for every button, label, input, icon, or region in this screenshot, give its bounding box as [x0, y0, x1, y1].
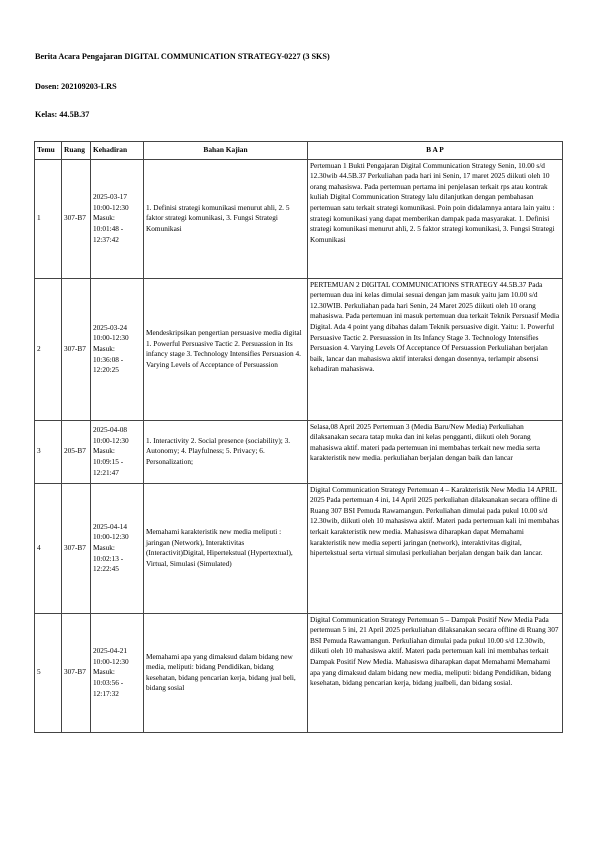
- table-row: [35, 159, 563, 278]
- ruang-cell: 307-B7: [62, 613, 91, 732]
- bap-table: [34, 141, 563, 733]
- keluar-time: 12:22:45: [93, 564, 119, 574]
- masuk-time: 10:01:48 -: [93, 224, 124, 234]
- jam: 10:00-12:30: [93, 532, 129, 542]
- bahan-kajian-cell: 1. Definisi strategi komunikasi menurut ahli, 2. 5 faktor strategi komunikasi, 3. Fungsi Strategi Komunikasi: [144, 159, 308, 278]
- col-header-bap: B A P: [308, 142, 563, 160]
- jam: 10:00-12:30: [93, 333, 129, 343]
- temu-cell: 3: [35, 420, 62, 483]
- tanggal: 2025-03-24: [93, 322, 128, 332]
- kehadiran-cell: [91, 483, 144, 613]
- bap-cell: Digital Communication Strategy Pertemuan 5 – Dampak Positif New Media Pada pertemuan 5 ini, 21 April 2025 perkuliahan dilaksanakan secara offline di Ruang 307 BSI Pemuda Rawamangun. Perkuliahan dimulai pada pukul 10.00 s/d 12.30wib, diikuti oleh 10 mahasiswa aktif. Materi pada pertemuan kali ini membahas terkait Dampak Positif New Media. Mahasiswa diharapkan dapat Memahami Memahami apa yang dimaksud dalam bidang new media, meliputi: bidang Pendidikan, bidang kesehatan, bidang pencarian kerja, bidang jualbeli, dan bidang sosial.: [308, 613, 563, 732]
- bahan-kajian-cell: 1. Interactivity 2. Social presence (sociability); 3. Autonomy; 4. Playfulness; 5. Privacy; 6. Personalization;: [144, 420, 308, 483]
- table-row: [35, 613, 563, 732]
- keluar-time: 12:20:25: [93, 365, 119, 375]
- dosen-label: Dosen: 202109203-LRS: [35, 82, 117, 91]
- temu-cell: 1: [35, 159, 62, 278]
- bahan-kajian-cell: Memahami karakteristik new media meliputi : jaringan (Network), Interaktivitas (Interactivit)Digital, Hipertekstual (Hypertextual), Virtual, Simulasi (Simulated): [144, 483, 308, 613]
- table-row: [35, 420, 563, 483]
- keluar-time: 12:17:32: [93, 688, 119, 698]
- col-header-ruang: Ruang: [62, 142, 91, 160]
- masuk-time: 10:09:15 -: [93, 457, 124, 467]
- ruang-cell: 205-B7: [62, 420, 91, 483]
- tanggal: 2025-04-21: [93, 646, 128, 656]
- table-row: [35, 278, 563, 420]
- kehadiran-cell: [91, 278, 144, 420]
- bahan-kajian-cell: Memahami apa yang dimaksud dalam bidang new media, meliputi: bidang Pendidikan, bidang kesehatan, bidang pencarian kerja, bidang jual beli, bidang sosial: [144, 613, 308, 732]
- masuk-label: Masuk:: [93, 213, 115, 223]
- temu-cell: 2: [35, 278, 62, 420]
- ruang-cell: 307-B7: [62, 159, 91, 278]
- masuk-label: Masuk:: [93, 446, 115, 456]
- bap-cell: Digital Communication Strategy Pertemuan 4 – Karakteristik New Media 14 APRIL 2025 Pada pertemuan 4 ini, 14 April 2025 perkuliahan dilaksanakan secara offline di Ruang 307 BSI Pemuda Rawamangun. Perkuliahan dimulai pada pukul 10.00 s/d 12.30wib, diikuti oleh 10 mahasiswa aktif. Materi pada pertemuan kali ini membahas terkait karakteristik new media. Mahasiswa diharapkan dapat Memahami karakteristik new media seperti jaringan (network), interaktivitas digital, hipertekstual serta virtual simulasi perkuliahan berjalan dengan baik dan lancar.: [308, 483, 563, 613]
- bap-cell: Pertemuan 1 Bukti Pengajaran Digital Communication Strategy Senin, 10.00 s/d 12.30wib 44.5B.37 Perkuliahan pada hari ini Senin, 17 maret 2025 diikuti oleh 10 orang mahasiswa. Pada pertemuan pertama ini penjelasan terkait rps atau kontrak kuliah Digital Communication Strategy lalu dilanjutkan dengan pembahasan pertemuan satu terkait strategi komunikasi. Poin poin didalamnya antara lain yaitu : strategi komunikasi yang dapat memberikan dampak pada masyarakat. 1. Definisi strategi komunikasi menurut ahli, 2. 5 faktor strategi komunikasi, 3. Fungsi Strategi Komunikasi: [308, 159, 563, 278]
- jam: 10:00-12:30: [93, 435, 129, 445]
- kehadiran-cell: [91, 159, 144, 278]
- ruang-cell: 307-B7: [62, 278, 91, 420]
- table-row: [35, 483, 563, 613]
- table-header-row: [35, 142, 563, 160]
- kehadiran-cell: [91, 420, 144, 483]
- jam: 10:00-12:30: [93, 656, 129, 666]
- kelas-label: Kelas: 44.5B.37: [35, 110, 90, 119]
- temu-cell: 5: [35, 613, 62, 732]
- masuk-label: Masuk:: [93, 667, 115, 677]
- masuk-time: 10:36:08 -: [93, 354, 124, 364]
- jam: 10:00-12:30: [93, 202, 129, 212]
- keluar-time: 12:37:42: [93, 234, 119, 244]
- masuk-time: 10:02:13 -: [93, 553, 124, 563]
- masuk-label: Masuk:: [93, 343, 115, 353]
- kehadiran-cell: [91, 613, 144, 732]
- masuk-time: 10:03:56 -: [93, 678, 124, 688]
- temu-cell: 4: [35, 483, 62, 613]
- tanggal: 2025-04-08: [93, 425, 128, 435]
- tanggal: 2025-04-14: [93, 521, 128, 531]
- keluar-time: 12:21:47: [93, 467, 119, 477]
- col-header-kehadiran: Kehadiran: [91, 142, 144, 160]
- document-title: Berita Acara Pengajaran DIGITAL COMMUNICATION STRATEGY-0227 (3 SKS): [35, 52, 330, 61]
- ruang-cell: 307-B7: [62, 483, 91, 613]
- bap-cell: Selasa,08 April 2025 Pertemuan 3 (Media Baru/New Media) Perkuliahan dilaksanakan secara tatap muka dan ini kelas pengganti, diikuti oleh 9orang mahasiswa aktif. materi pada pertemuan ini membahas terkait new media serta karakteristik new media. perkuliahan berjalan dengan baik dan lancar: [308, 420, 563, 483]
- tanggal: 2025-03-17: [93, 192, 128, 202]
- bap-cell: PERTEMUAN 2 DIGITAL COMMUNICATIONS STRATEGY 44.5B.37 Pada pertemuan dua ini kelas dimulai sesuai dengan jam masuk yaitu jam 10.00 s/d 12.30WIB. Perkuliahan pada hari Senin, 24 Maret 2025 diikuti oleh 10 orang mahasiswa. Pada pertemuan ini masuk pertemuan dua terkait Teknik Persuasif Media Digital. Ada 4 point yang dibahas dalam Teknik persuasive digit. Yaitu: 1. Powerful Persuasive Tactic 2. Persuassion in Its Infancy Stage 3. Technology Intensifies Persuasion 4. Varying Levels Of Acceptance Of Persuassion Perkuliahan berjalan baik, lancar dan mahasiswa aktif interaksi dengan dosennya, terlampir absensi kehadiran mahasiswa.: [308, 278, 563, 420]
- masuk-label: Masuk:: [93, 542, 115, 552]
- col-header-temu: Temu: [35, 142, 62, 160]
- bahan-kajian-cell: Mendeskripsikan pengertian persuasive media digital 1. Powerful Persuasive Tactic 2. Persuassion in Its infancy stage 3. Technology Intensifies Persuasion 4. Varying Levels of Acceptance of Persuassion: [144, 278, 308, 420]
- col-header-bahan-kajian: Bahan Kajian: [144, 142, 308, 160]
